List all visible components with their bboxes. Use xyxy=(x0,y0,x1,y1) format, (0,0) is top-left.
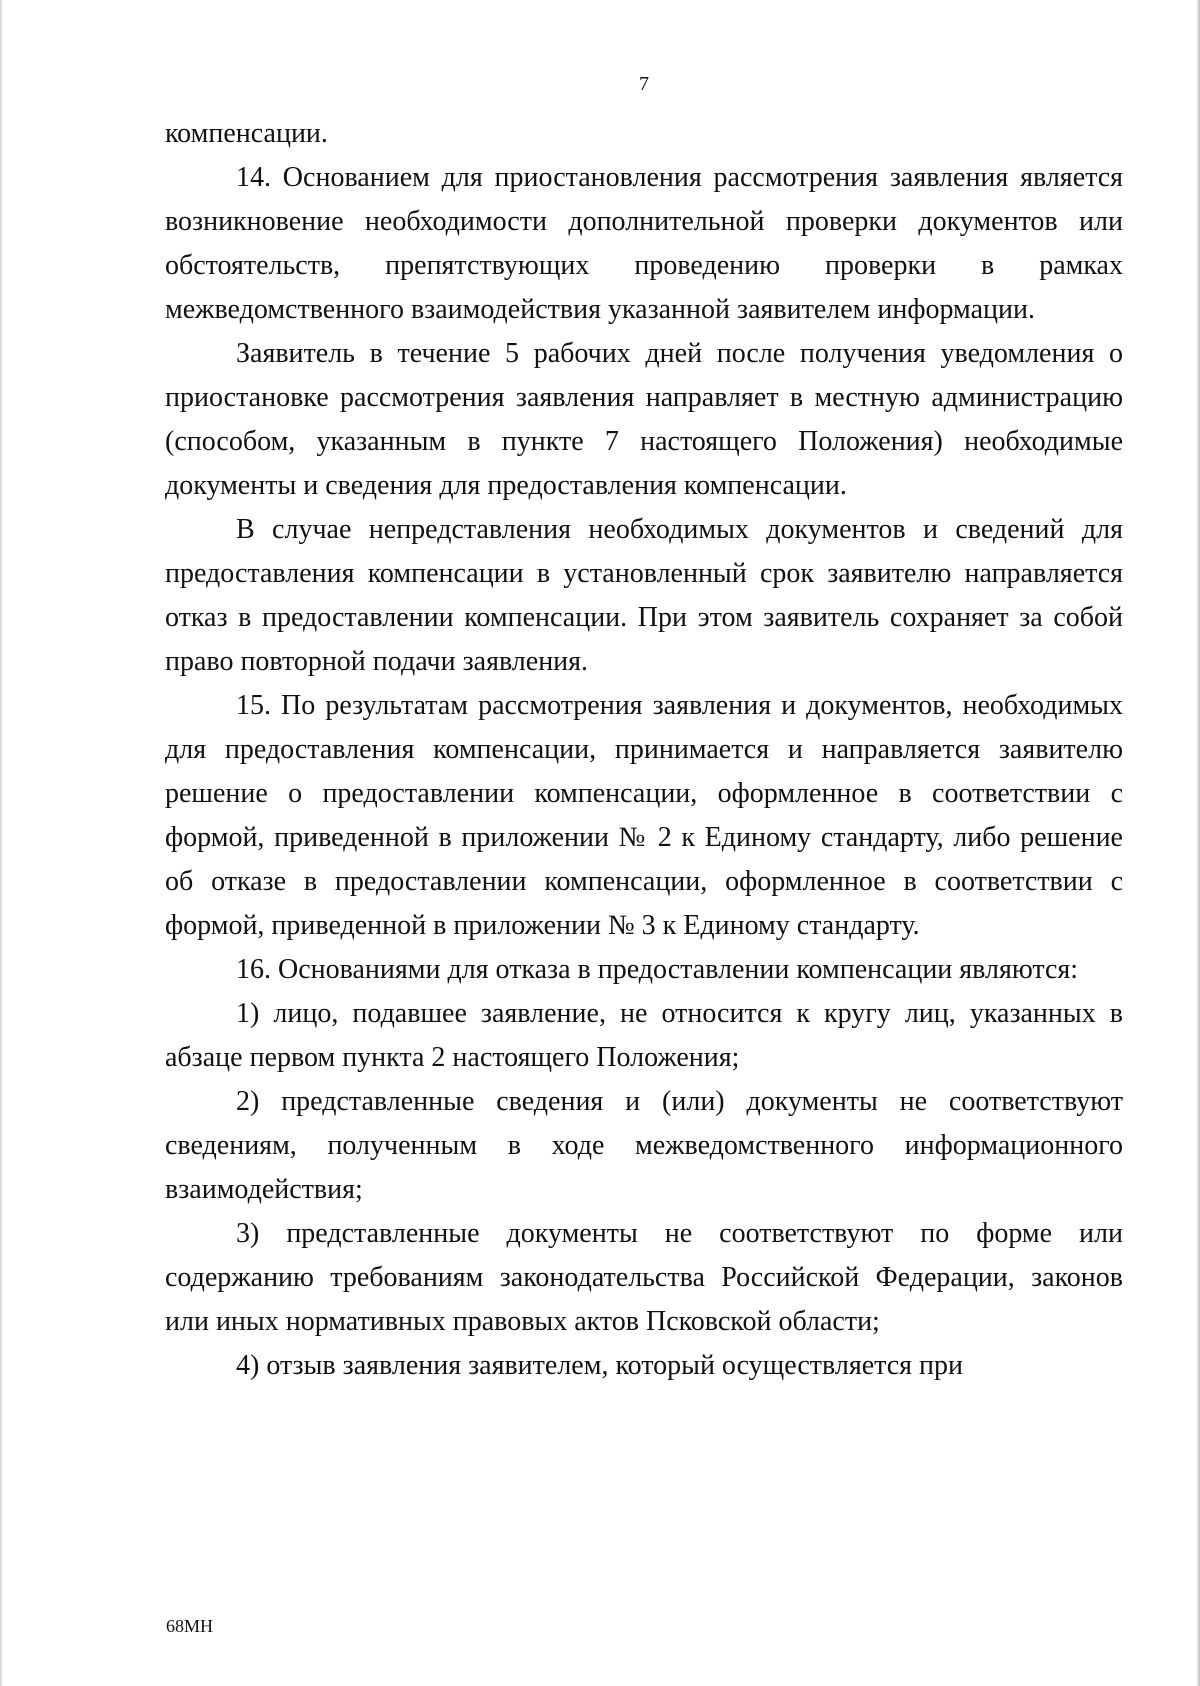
paragraph-continuation: компенсации. xyxy=(165,118,328,149)
paragraph-ground-1: 1) лицо, подавшее заявление, не относится к кругу лиц, указанных в абзаце первом пункта 2 настоящего Положения; xyxy=(165,998,1123,1073)
scan-edge-left xyxy=(0,0,3,1686)
paragraph-item-15: 15. По результатам рассмотрения заявления и документов, необходимых для предоставления компенсации, принимается и направляется заявителю решение о предоставлении компенсации, оформленное в соответствии с формой, приведенной в приложении № 2 к Единому стандарту, либо решение об отказе в предоставлении компенсации, оформленное в соответствии с формой, приведенной в приложении № 3 к Единому стандарту. xyxy=(165,690,1123,941)
footer-document-code: 68МН xyxy=(166,1616,214,1636)
paragraph-item-14: 14. Основанием для приостановления рассмотрения заявления является возникновение необходимости дополнительной проверки документов или обстоятельств, препятствующих проведению проверки в рамках межведомственного взаимодействия указанной заявителем информации. xyxy=(165,162,1123,325)
paragraph-ground-2: 2) представленные сведения и (или) документы не соответствуют сведениям, полученным в ходе межведомственного информационного взаимодействия; xyxy=(165,1086,1123,1205)
paragraph-ground-4: 4) отзыв заявления заявителем, который осуществляется при xyxy=(236,1350,964,1381)
document-body xyxy=(165,112,1123,1388)
paragraph-refusal-notice: В случае непредставления необходимых документов и сведений для предоставления компенсации в установленный срок заявителю направляется отказ в предоставлении компенсации. При этом заявитель сохраняет за собой право повторной подачи заявления. xyxy=(165,514,1123,677)
page-number: 7 xyxy=(639,73,649,95)
paragraph-applicant-deadline: Заявитель в течение 5 рабочих дней после получения уведомления о приостановке рассмотрения заявления направляет в местную администрацию (способом, указанным в пункте 7 настоящего Положения) необходимые документы и сведения для предоставления компенсации. xyxy=(165,338,1123,501)
scan-edge-right xyxy=(1196,0,1200,1686)
paragraph-item-16: 16. Основаниями для отказа в предоставлении компенсации являются: xyxy=(236,954,1079,985)
paragraph-ground-3: 3) представленные документы не соответствуют по форме или содержанию требованиям законодательства Российской Федерации, законов или иных нормативных правовых актов Псковской области; xyxy=(165,1218,1123,1337)
